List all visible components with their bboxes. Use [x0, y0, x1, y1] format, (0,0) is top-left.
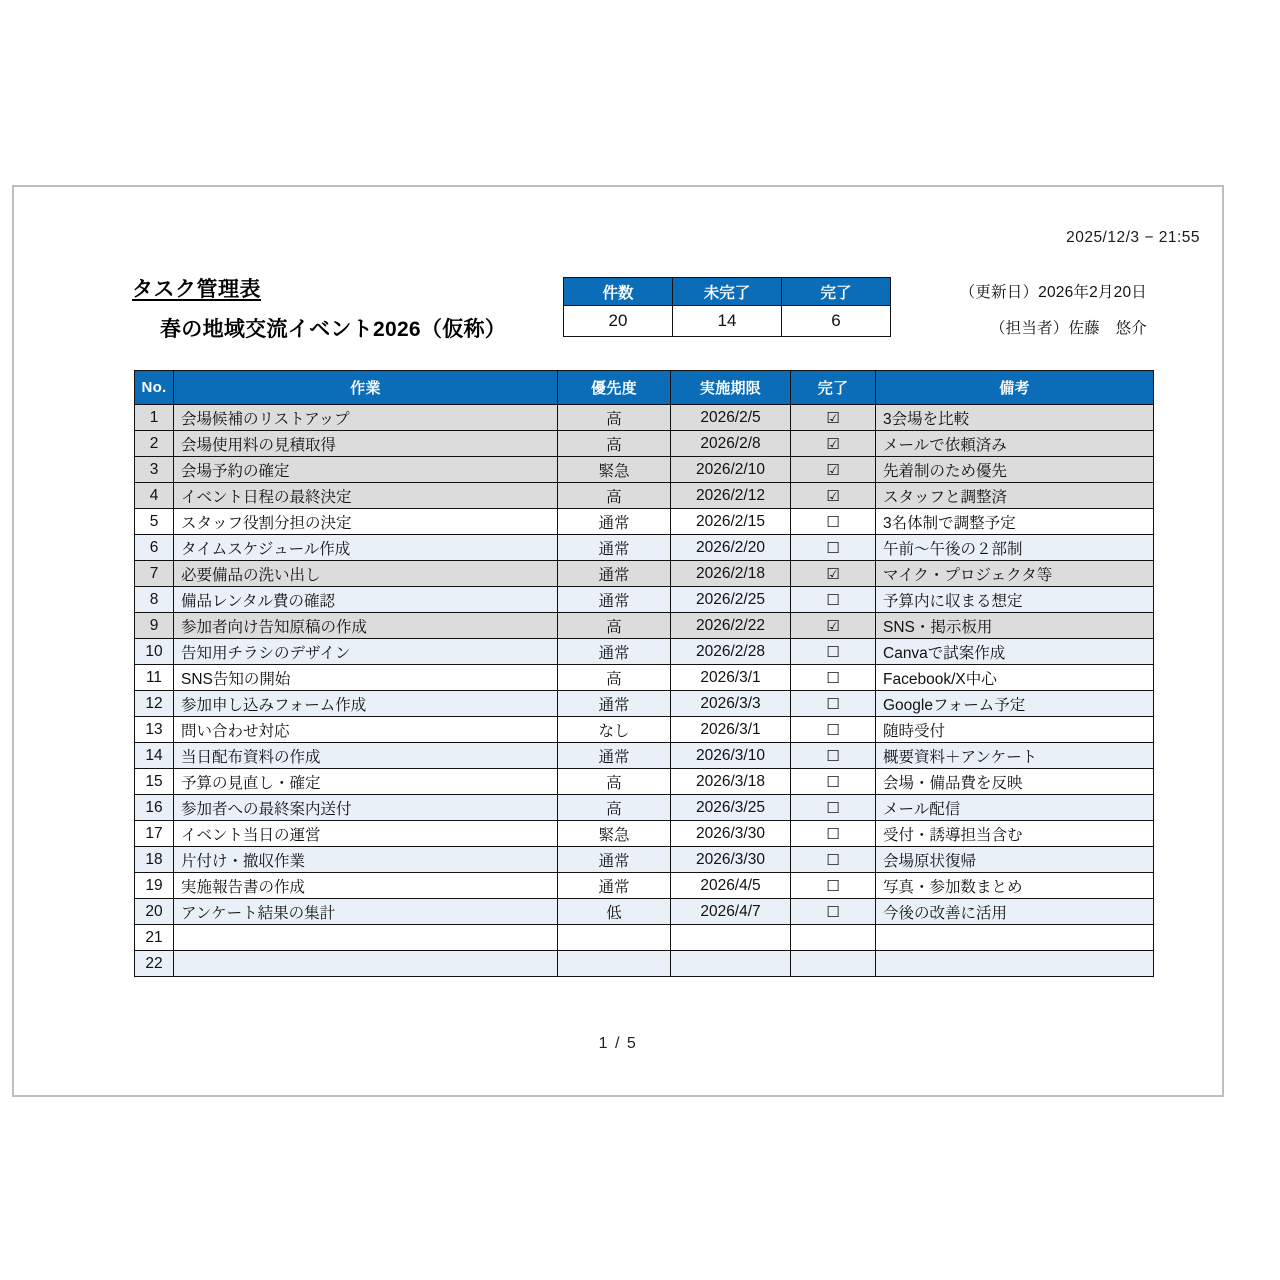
cell-done-checkbox[interactable] — [791, 925, 876, 951]
cell-task-name — [174, 951, 558, 977]
cell-priority — [558, 951, 671, 977]
cell-done-checkbox[interactable]: ☑ — [791, 405, 876, 431]
cell-priority: 緊急 — [558, 821, 671, 847]
cell-row-number: 19 — [135, 873, 174, 899]
cell-done-checkbox[interactable]: ☐ — [791, 535, 876, 561]
summary-header-row — [564, 278, 891, 306]
cell-priority: 高 — [558, 769, 671, 795]
cell-row-number: 22 — [135, 951, 174, 977]
table-row[interactable] — [135, 691, 1154, 717]
cell-due-date: 2026/2/8 — [671, 431, 791, 457]
cell-priority: 通常 — [558, 561, 671, 587]
cell-priority: 高 — [558, 405, 671, 431]
table-row[interactable] — [135, 951, 1154, 977]
cell-priority: 通常 — [558, 873, 671, 899]
cell-done-checkbox[interactable]: ☑ — [791, 431, 876, 457]
cell-task-name: 参加申し込みフォーム作成 — [174, 691, 558, 717]
cell-done-checkbox[interactable]: ☐ — [791, 821, 876, 847]
cell-priority: 通常 — [558, 535, 671, 561]
cell-note: Canvaで試案作成 — [876, 639, 1154, 665]
cell-row-number: 6 — [135, 535, 174, 561]
cell-task-name: 備品レンタル費の確認 — [174, 587, 558, 613]
print-timestamp: 2025/12/3 − 21:55 — [1066, 229, 1200, 246]
cell-task-name: 当日配布資料の作成 — [174, 743, 558, 769]
cell-task-name — [174, 925, 558, 951]
cell-note: メールで依頼済み — [876, 431, 1154, 457]
table-row[interactable] — [135, 769, 1154, 795]
column-header-task: 作業 — [174, 371, 558, 405]
cell-due-date — [671, 951, 791, 977]
cell-done-checkbox[interactable]: ☐ — [791, 769, 876, 795]
cell-task-name: アンケート結果の集計 — [174, 899, 558, 925]
cell-due-date: 2026/2/22 — [671, 613, 791, 639]
cell-priority: 高 — [558, 613, 671, 639]
cell-task-name: 参加者向け告知原稿の作成 — [174, 613, 558, 639]
cell-done-checkbox[interactable]: ☐ — [791, 743, 876, 769]
table-row[interactable] — [135, 639, 1154, 665]
cell-task-name: イベント日程の最終決定 — [174, 483, 558, 509]
cell-done-checkbox[interactable]: ☑ — [791, 613, 876, 639]
table-row[interactable] — [135, 925, 1154, 951]
table-row[interactable] — [135, 535, 1154, 561]
cell-task-name: タイムスケジュール作成 — [174, 535, 558, 561]
cell-task-name: 問い合わせ対応 — [174, 717, 558, 743]
cell-done-checkbox[interactable]: ☐ — [791, 873, 876, 899]
cell-note: 会場原状復帰 — [876, 847, 1154, 873]
summary-header-complete: 完了 — [782, 278, 891, 306]
table-row[interactable] — [135, 457, 1154, 483]
cell-task-name: スタッフ役割分担の決定 — [174, 509, 558, 535]
cell-row-number: 7 — [135, 561, 174, 587]
summary-value-incomplete: 14 — [673, 306, 782, 337]
cell-note: 随時受付 — [876, 717, 1154, 743]
cell-priority: 高 — [558, 431, 671, 457]
cell-due-date: 2026/2/5 — [671, 405, 791, 431]
task-table — [134, 370, 1154, 977]
cell-row-number: 16 — [135, 795, 174, 821]
cell-due-date: 2026/3/30 — [671, 821, 791, 847]
table-row[interactable] — [135, 405, 1154, 431]
column-header-priority: 優先度 — [558, 371, 671, 405]
table-row[interactable] — [135, 431, 1154, 457]
cell-note — [876, 951, 1154, 977]
cell-due-date: 2026/2/28 — [671, 639, 791, 665]
page-number: 1 / 5 — [598, 1035, 638, 1052]
cell-note: 会場・備品費を反映 — [876, 769, 1154, 795]
cell-priority: 通常 — [558, 587, 671, 613]
cell-done-checkbox[interactable]: ☐ — [791, 691, 876, 717]
cell-priority: なし — [558, 717, 671, 743]
summary-value-row — [564, 306, 891, 337]
cell-done-checkbox[interactable]: ☐ — [791, 509, 876, 535]
cell-task-name: 片付け・撤収作業 — [174, 847, 558, 873]
cell-done-checkbox[interactable]: ☑ — [791, 457, 876, 483]
cell-row-number: 21 — [135, 925, 174, 951]
cell-priority: 高 — [558, 483, 671, 509]
cell-done-checkbox[interactable]: ☐ — [791, 717, 876, 743]
cell-note: Facebook/X中心 — [876, 665, 1154, 691]
cell-due-date: 2026/2/20 — [671, 535, 791, 561]
cell-priority: 通常 — [558, 691, 671, 717]
cell-due-date: 2026/2/15 — [671, 509, 791, 535]
cell-done-checkbox[interactable]: ☐ — [791, 899, 876, 925]
summary-value-complete: 6 — [782, 306, 891, 337]
cell-task-name: SNS告知の開始 — [174, 665, 558, 691]
cell-note: 先着制のため優先 — [876, 457, 1154, 483]
cell-due-date: 2026/2/18 — [671, 561, 791, 587]
cell-note: 受付・誘導担当含む — [876, 821, 1154, 847]
table-row[interactable] — [135, 665, 1154, 691]
cell-due-date — [671, 925, 791, 951]
cell-priority: 通常 — [558, 743, 671, 769]
cell-task-name: イベント当日の運営 — [174, 821, 558, 847]
cell-done-checkbox[interactable]: ☐ — [791, 665, 876, 691]
table-row[interactable] — [135, 561, 1154, 587]
cell-row-number: 4 — [135, 483, 174, 509]
cell-task-name: 会場予約の確定 — [174, 457, 558, 483]
cell-row-number: 13 — [135, 717, 174, 743]
table-row[interactable] — [135, 509, 1154, 535]
cell-note: SNS・掲示板用 — [876, 613, 1154, 639]
cell-due-date: 2026/2/25 — [671, 587, 791, 613]
cell-row-number: 9 — [135, 613, 174, 639]
task-table-header-row — [135, 371, 1154, 405]
cell-note — [876, 925, 1154, 951]
cell-due-date: 2026/3/18 — [671, 769, 791, 795]
cell-note: スタッフと調整済 — [876, 483, 1154, 509]
page-title: タスク管理表 — [132, 278, 261, 301]
cell-note: 概要資料＋アンケート — [876, 743, 1154, 769]
cell-due-date: 2026/3/3 — [671, 691, 791, 717]
table-row[interactable] — [135, 873, 1154, 899]
cell-task-name: 参加者への最終案内送付 — [174, 795, 558, 821]
cell-row-number: 17 — [135, 821, 174, 847]
summary-header-total: 件数 — [564, 278, 673, 306]
table-row[interactable] — [135, 743, 1154, 769]
cell-done-checkbox[interactable]: ☑ — [791, 483, 876, 509]
cell-task-name: 予算の見直し・確定 — [174, 769, 558, 795]
cell-priority: 通常 — [558, 509, 671, 535]
cell-priority: 高 — [558, 665, 671, 691]
table-row[interactable] — [135, 587, 1154, 613]
cell-done-checkbox[interactable]: ☐ — [791, 587, 876, 613]
summary-table — [563, 277, 891, 337]
cell-done-checkbox[interactable]: ☑ — [791, 561, 876, 587]
cell-done-checkbox[interactable]: ☐ — [791, 795, 876, 821]
cell-row-number: 18 — [135, 847, 174, 873]
cell-note: 3会場を比較 — [876, 405, 1154, 431]
table-row[interactable] — [135, 899, 1154, 925]
cell-note: メール配信 — [876, 795, 1154, 821]
cell-task-name: 会場使用料の見積取得 — [174, 431, 558, 457]
cell-row-number: 12 — [135, 691, 174, 717]
cell-row-number: 5 — [135, 509, 174, 535]
cell-due-date: 2026/3/30 — [671, 847, 791, 873]
table-row[interactable] — [135, 613, 1154, 639]
task-table-body — [135, 405, 1154, 977]
cell-priority: 高 — [558, 795, 671, 821]
column-header-no: No. — [135, 371, 174, 405]
column-header-due: 実施期限 — [671, 371, 791, 405]
cell-row-number: 20 — [135, 899, 174, 925]
cell-due-date: 2026/2/10 — [671, 457, 791, 483]
printed-page — [12, 185, 1224, 1097]
summary-header-incomplete: 未完了 — [673, 278, 782, 306]
document-meta — [960, 280, 1147, 338]
cell-row-number: 15 — [135, 769, 174, 795]
cell-due-date: 2026/3/10 — [671, 743, 791, 769]
cell-row-number: 8 — [135, 587, 174, 613]
cell-priority: 低 — [558, 899, 671, 925]
cell-row-number: 3 — [135, 457, 174, 483]
cell-priority: 通常 — [558, 847, 671, 873]
page-subtitle: 春の地域交流イベント2026（仮称） — [160, 318, 507, 341]
cell-priority: 通常 — [558, 639, 671, 665]
table-row[interactable] — [135, 717, 1154, 743]
table-row[interactable] — [135, 483, 1154, 509]
cell-task-name: 会場候補のリストアップ — [174, 405, 558, 431]
cell-priority — [558, 925, 671, 951]
cell-row-number: 14 — [135, 743, 174, 769]
cell-done-checkbox[interactable] — [791, 951, 876, 977]
cell-note: 予算内に収まる想定 — [876, 587, 1154, 613]
summary-value-total: 20 — [564, 306, 673, 337]
table-row[interactable] — [135, 795, 1154, 821]
cell-done-checkbox[interactable]: ☐ — [791, 847, 876, 873]
cell-note: 今後の改善に活用 — [876, 899, 1154, 925]
cell-note: 写真・参加数まとめ — [876, 873, 1154, 899]
cell-done-checkbox[interactable]: ☐ — [791, 639, 876, 665]
cell-row-number: 10 — [135, 639, 174, 665]
cell-priority: 緊急 — [558, 457, 671, 483]
column-header-done: 完了 — [791, 371, 876, 405]
cell-note: Googleフォーム予定 — [876, 691, 1154, 717]
cell-due-date: 2026/3/1 — [671, 665, 791, 691]
cell-task-name: 実施報告書の作成 — [174, 873, 558, 899]
title-block — [132, 273, 506, 343]
cell-note: 午前〜午後の２部制 — [876, 535, 1154, 561]
cell-note: 3名体制で調整予定 — [876, 509, 1154, 535]
cell-row-number: 11 — [135, 665, 174, 691]
cell-row-number: 2 — [135, 431, 174, 457]
cell-note: マイク・プロジェクタ等 — [876, 561, 1154, 587]
cell-due-date: 2026/3/25 — [671, 795, 791, 821]
cell-due-date: 2026/4/7 — [671, 899, 791, 925]
cell-task-name: 必要備品の洗い出し — [174, 561, 558, 587]
owner-name: （担当者）佐藤 悠介 — [989, 320, 1147, 337]
cell-row-number: 1 — [135, 405, 174, 431]
cell-due-date: 2026/2/12 — [671, 483, 791, 509]
cell-task-name: 告知用チラシのデザイン — [174, 639, 558, 665]
cell-due-date: 2026/3/1 — [671, 717, 791, 743]
table-row[interactable] — [135, 821, 1154, 847]
column-header-note: 備考 — [876, 371, 1154, 405]
table-row[interactable] — [135, 847, 1154, 873]
updated-date: （更新日）2026年2月20日 — [959, 284, 1147, 301]
cell-due-date: 2026/4/5 — [671, 873, 791, 899]
